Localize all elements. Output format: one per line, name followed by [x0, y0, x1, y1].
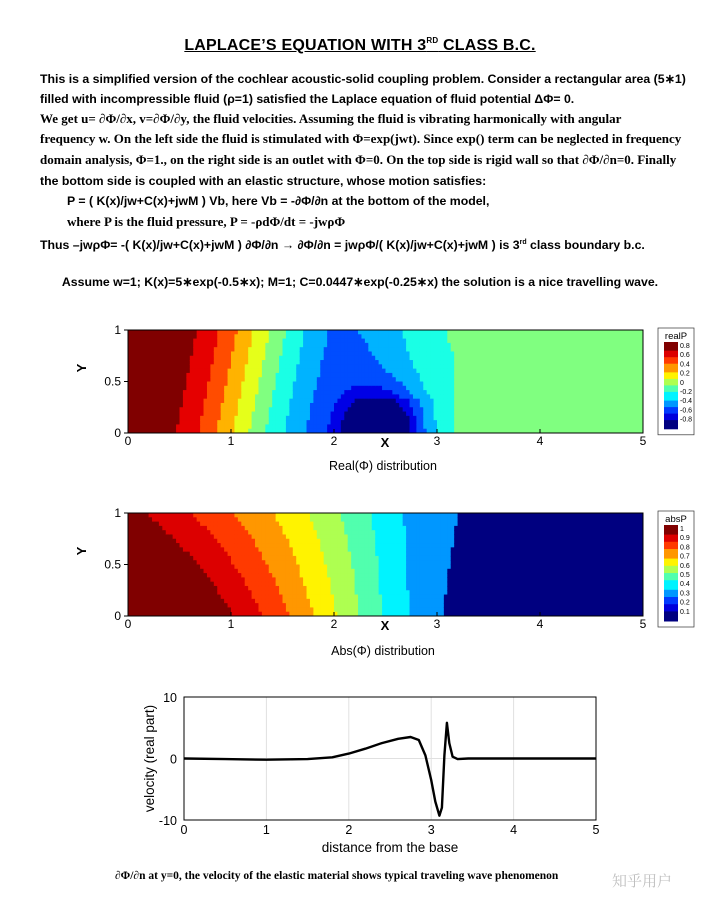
y-tick-label: 0	[170, 752, 177, 767]
colorbar-title: realP	[664, 331, 688, 342]
colorbar-segment	[664, 427, 678, 430]
x-tick-label: 1	[227, 617, 235, 631]
watermark-text: 知乎用户	[612, 873, 673, 890]
y-tick-label: -10	[158, 814, 177, 828]
colorbar-tick-label: -0.2	[680, 389, 693, 396]
colorbar-tick-label: 0.6	[680, 562, 690, 570]
colorbar-tick-label: 0.8	[680, 544, 690, 552]
velocity-caption: ∂Φ/∂n at y=0, the velocity of the elastic material shows typical traveling wave phenomenon	[115, 870, 559, 882]
abs-phi-contour-plot	[74, 506, 694, 633]
colorbar-tick-label: 0.3	[680, 590, 690, 598]
page-title: LAPLACE’S EQUATION WITH 3RD CLASS B.C.	[184, 36, 536, 54]
colorbar-segment	[664, 619, 678, 622]
paragraph-line-9: Thus –jwρΦ= -( K(x)/jw+C(x)+jwM ) ∂Φ/∂n → ∂Φ/∂n = jwρΦ/( K(x)/jw+C(x)+jwM ) is 3rd class boundary b.c.	[40, 238, 645, 252]
paragraph-line-3: We get u= ∂Φ/∂x, v=∂Φ/∂y, the fluid velocities. Assuming the fluid is vibrating harmonically with angular	[40, 111, 622, 126]
colorbar-tick-label: 0.1	[680, 608, 690, 616]
y-axis-label: Y	[74, 363, 89, 373]
paragraph-line-2: filled with incompressible fluid (ρ=1) satisfied the Laplace equation of fluid potential ΔΦ= 0.	[40, 92, 575, 106]
x-tick-label: 4	[536, 434, 544, 448]
x-axis-label: X	[380, 435, 390, 450]
x-tick-label: 1	[227, 434, 235, 448]
x-tick-label: 2	[345, 823, 353, 837]
y-axis-label: Y	[74, 546, 89, 556]
abs-heatmap-cells	[128, 513, 644, 617]
colorbar-tick-label: -0.8	[680, 416, 693, 424]
x-tick-label: 3	[433, 617, 441, 631]
x-tick-label: 5	[592, 823, 600, 837]
y-tick-label: 1	[114, 506, 121, 520]
colorbar-tick-label: 1	[680, 526, 684, 533]
y-axis-label: velocity (real part)	[142, 704, 157, 813]
x-tick-label: 4	[536, 617, 544, 631]
x-tick-label: 5	[639, 617, 647, 631]
real-phi-contour-plot	[74, 323, 694, 450]
colorbar-tick-label: 0.2	[680, 599, 690, 607]
x-tick-label: 0	[180, 823, 188, 837]
colorbar-tick-label: 0.4	[680, 581, 690, 589]
colorbar-tick-label: -0.6	[680, 407, 693, 415]
x-axis-label: distance from the base	[321, 840, 459, 855]
colorbar-tick-label: 0.8	[680, 343, 690, 350]
y-tick-label: 0	[114, 426, 121, 440]
velocity-line-plot	[142, 691, 600, 855]
paragraph-line-8: where P is the fluid pressure, P = -ρdΦ/dt = -jwρΦ	[67, 214, 346, 229]
colorbar-tick-label: 0.9	[680, 535, 690, 543]
colorbar-tick-label: 0.5	[680, 572, 690, 579]
colorbar-tick-label: 0	[680, 379, 684, 387]
assumption-text: Assume w=1; K(x)=5∗exp(-0.5∗x); M=1; C=0.0447∗exp(-0.25∗x) the solution is a nice travelling wave.	[61, 275, 659, 289]
y-tick-label: 0.5	[104, 374, 121, 389]
real-caption: Real(Φ) distribution	[329, 459, 437, 473]
colorbar-tick-label: -0.4	[680, 398, 693, 406]
colorbar-tick-label: 0.7	[680, 553, 690, 561]
paragraph-line-7: P = ( K(x)/jw+C(x)+jwM ) Vb, here Vb = -∂Φ/∂n at the bottom of the model,	[67, 194, 490, 208]
x-tick-label: 1	[262, 823, 270, 837]
paragraph-line-5: domain analysis, Φ=1., on the right side is an outlet with Φ=0. On the top side is rigid wall so that ∂Φ/∂n=0. Finally	[40, 152, 677, 167]
x-tick-label: 2	[330, 434, 338, 448]
y-tick-label: 1	[114, 323, 121, 337]
x-tick-label: 0	[124, 434, 132, 448]
x-tick-label: 5	[639, 434, 647, 448]
x-axis-label: X	[380, 618, 390, 633]
paragraph-line-1: This is a simplified version of the cochlear acoustic-solid coupling problem. Consider a rectangular area (5∗1)	[40, 72, 686, 86]
y-tick-label: 0.5	[104, 557, 121, 572]
velocity-figure	[130, 685, 610, 865]
colorbar-tick-label: 0.4	[680, 361, 690, 369]
x-tick-label: 4	[510, 823, 518, 837]
real-heatmap-cells	[128, 330, 644, 434]
colorbar-tick-label: 0.2	[680, 370, 690, 378]
paragraph-line-4: frequency w. On the left side the fluid is stimulated with Φ=exp(jwt). Since exp() term can be neglected in frequency	[40, 131, 682, 146]
colorbar-title: absP	[665, 514, 687, 525]
y-tick-label: 0	[114, 609, 121, 623]
x-tick-label: 3	[427, 823, 435, 837]
paragraph-line-6: the bottom side is coupled with an elastic structure, whose motion satisfies:	[40, 174, 487, 188]
x-tick-label: 2	[330, 617, 338, 631]
y-tick-label: 10	[163, 691, 177, 705]
x-tick-label: 3	[433, 434, 441, 448]
x-tick-label: 0	[124, 617, 132, 631]
abs-caption: Abs(Φ) distribution	[331, 644, 435, 658]
colorbar-tick-label: 0.6	[680, 352, 690, 360]
